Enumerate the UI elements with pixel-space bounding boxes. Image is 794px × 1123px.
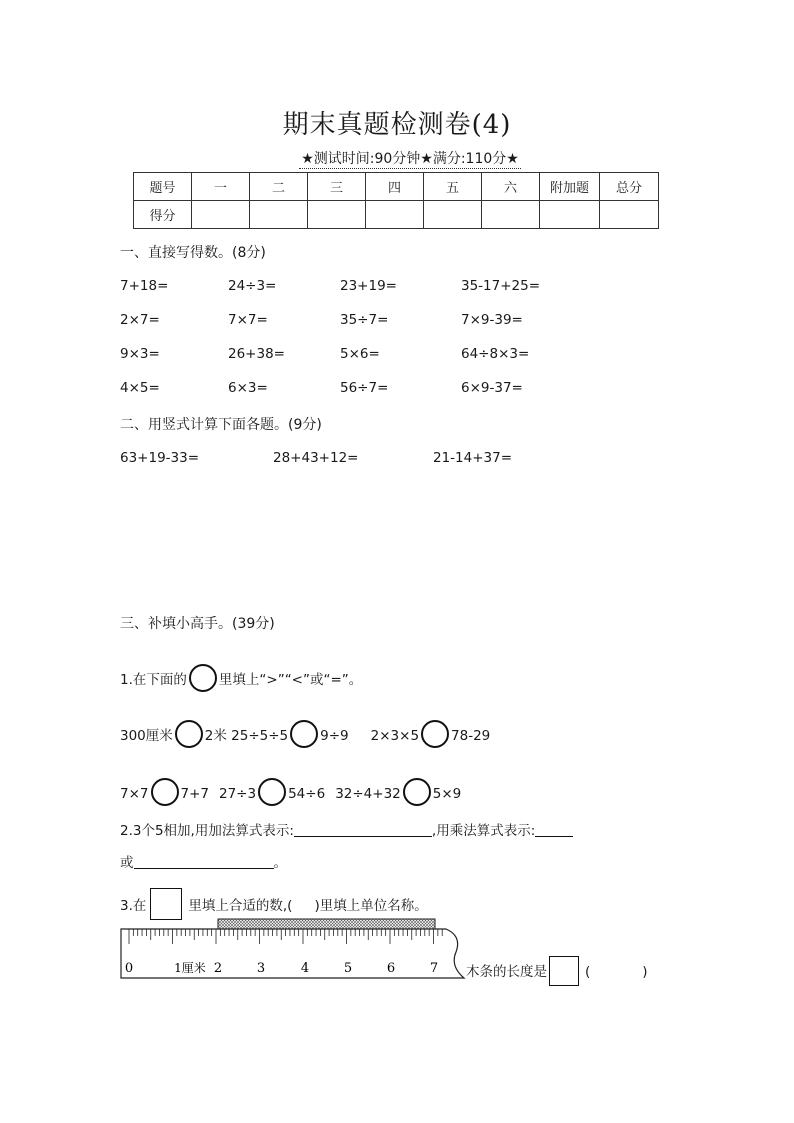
multiplication-answer-blank-2[interactable] bbox=[134, 854, 274, 869]
compare-expr: 32÷4+32 bbox=[335, 786, 401, 802]
problem: 7+18= bbox=[120, 278, 169, 294]
score-header-cell: 一 bbox=[192, 173, 250, 201]
compare-expr: 27÷3 bbox=[219, 786, 257, 802]
score-cell bbox=[540, 201, 600, 229]
score-cell bbox=[250, 201, 308, 229]
score-table-header-row bbox=[134, 173, 659, 201]
exam-info-text: ★测试时间:90分钟★满分:110分★ bbox=[301, 151, 519, 167]
length-label: 木条的长度是 bbox=[466, 964, 547, 980]
problem: 35-17+25= bbox=[461, 278, 541, 294]
q2-line-1 bbox=[120, 819, 573, 839]
ruler-label: 6 bbox=[386, 961, 396, 976]
ruler-label: 2 bbox=[213, 961, 223, 976]
score-row-label: 得分 bbox=[134, 201, 192, 229]
q1-instruction bbox=[120, 664, 362, 692]
compare-expr: 2米 25÷5÷5 bbox=[204, 728, 289, 744]
unit-paren-close: ) bbox=[642, 964, 648, 980]
q3-answer-line bbox=[466, 956, 648, 986]
score-cell bbox=[600, 201, 659, 229]
q2-line-2 bbox=[120, 851, 287, 871]
q2-text: 或 bbox=[120, 855, 134, 871]
score-cell bbox=[424, 201, 482, 229]
problem: 9×3= bbox=[120, 346, 160, 362]
score-header-cell: 三 bbox=[308, 173, 366, 201]
compare-expr: 5×9 bbox=[432, 786, 462, 802]
score-cell bbox=[308, 201, 366, 229]
q1-prefix: 1.在下面的 bbox=[120, 672, 187, 688]
answer-circle[interactable] bbox=[258, 778, 286, 806]
vertical-calc-problem: 21-14+37= bbox=[433, 450, 513, 466]
ruler-figure bbox=[118, 916, 470, 982]
problem: 7×7= bbox=[228, 312, 268, 328]
q2-text: 2.3个5相加,用加法算式表示: bbox=[120, 823, 294, 839]
score-header-cell: 题号 bbox=[134, 173, 192, 201]
compare-circle-icon bbox=[189, 664, 217, 692]
problem: 2×7= bbox=[120, 312, 160, 328]
answer-circle[interactable] bbox=[421, 720, 449, 748]
compare-expr: 2×3×5 bbox=[370, 728, 420, 744]
wooden-stick bbox=[218, 919, 435, 929]
score-cell bbox=[192, 201, 250, 229]
answer-circle[interactable] bbox=[175, 720, 203, 748]
compare-expr: 78-29 bbox=[451, 728, 491, 744]
q3-text: 3.在 bbox=[120, 898, 147, 914]
q3-text: 里填上合适的数,( bbox=[188, 898, 293, 914]
answer-circle[interactable] bbox=[151, 778, 179, 806]
ruler-label: 7 bbox=[429, 961, 439, 976]
compare-expr: 54÷6 bbox=[288, 786, 326, 802]
addition-answer-blank[interactable] bbox=[294, 822, 432, 837]
problem: 35÷7= bbox=[340, 312, 389, 328]
compare-expr: 300厘米 bbox=[120, 728, 173, 744]
vertical-calc-problem: 28+43+12= bbox=[273, 450, 359, 466]
q2-text: 。 bbox=[273, 855, 287, 871]
score-header-cell: 四 bbox=[366, 173, 424, 201]
score-header-cell: 二 bbox=[250, 173, 308, 201]
ruler-label: 3 bbox=[256, 961, 266, 976]
problem: 64÷8×3= bbox=[461, 346, 530, 362]
ruler-label: 0 bbox=[124, 961, 134, 976]
score-table-score-row bbox=[134, 201, 659, 229]
q2-text: ,用乘法算式表示: bbox=[431, 823, 536, 839]
compare-expr: 7+7 bbox=[180, 786, 209, 802]
problem: 6×9-37= bbox=[461, 380, 523, 396]
score-cell bbox=[366, 201, 424, 229]
problem: 5×6= bbox=[340, 346, 380, 362]
q3-text: )里填上单位名称。 bbox=[314, 898, 428, 914]
score-header-cell: 附加题 bbox=[540, 173, 600, 201]
vertical-calc-problem: 63+19-33= bbox=[120, 450, 200, 466]
ruler-label: 4 bbox=[300, 961, 310, 976]
section2-heading: 二、用竖式计算下面各题。(9分) bbox=[120, 417, 322, 433]
problem: 24÷3= bbox=[228, 278, 277, 294]
problem: 6×3= bbox=[228, 380, 268, 396]
exam-info bbox=[0, 148, 794, 168]
score-header-cell: 五 bbox=[424, 173, 482, 201]
score-table bbox=[133, 172, 659, 229]
problem: 23+19= bbox=[340, 278, 397, 294]
answer-circle[interactable] bbox=[290, 720, 318, 748]
answer-circle[interactable] bbox=[403, 778, 431, 806]
problem: 26+38= bbox=[228, 346, 285, 362]
score-header-cell: 六 bbox=[482, 173, 540, 201]
section3-heading: 三、补填小高手。(39分) bbox=[120, 616, 275, 632]
section1-heading: 一、直接写得数。(8分) bbox=[120, 245, 266, 261]
compare-row-2 bbox=[120, 778, 461, 806]
compare-row-1 bbox=[120, 720, 490, 748]
ruler-label: 1厘米 bbox=[174, 961, 206, 975]
problem: 56÷7= bbox=[340, 380, 389, 396]
length-number-box[interactable] bbox=[549, 956, 579, 986]
page-title: 期末真题检测卷(4) bbox=[282, 110, 512, 140]
problem: 4×5= bbox=[120, 380, 160, 396]
score-cell bbox=[482, 201, 540, 229]
unit-paren-open: ( bbox=[585, 964, 591, 980]
score-header-cell: 总分 bbox=[600, 173, 659, 201]
problem: 7×9-39= bbox=[461, 312, 523, 328]
compare-expr: 9÷9 bbox=[320, 728, 349, 744]
compare-expr: 7×7 bbox=[120, 786, 149, 802]
multiplication-answer-blank[interactable] bbox=[535, 822, 573, 837]
q1-suffix: 里填上“>”“<”或“=”。 bbox=[218, 672, 363, 688]
ruler-label: 5 bbox=[343, 961, 353, 976]
